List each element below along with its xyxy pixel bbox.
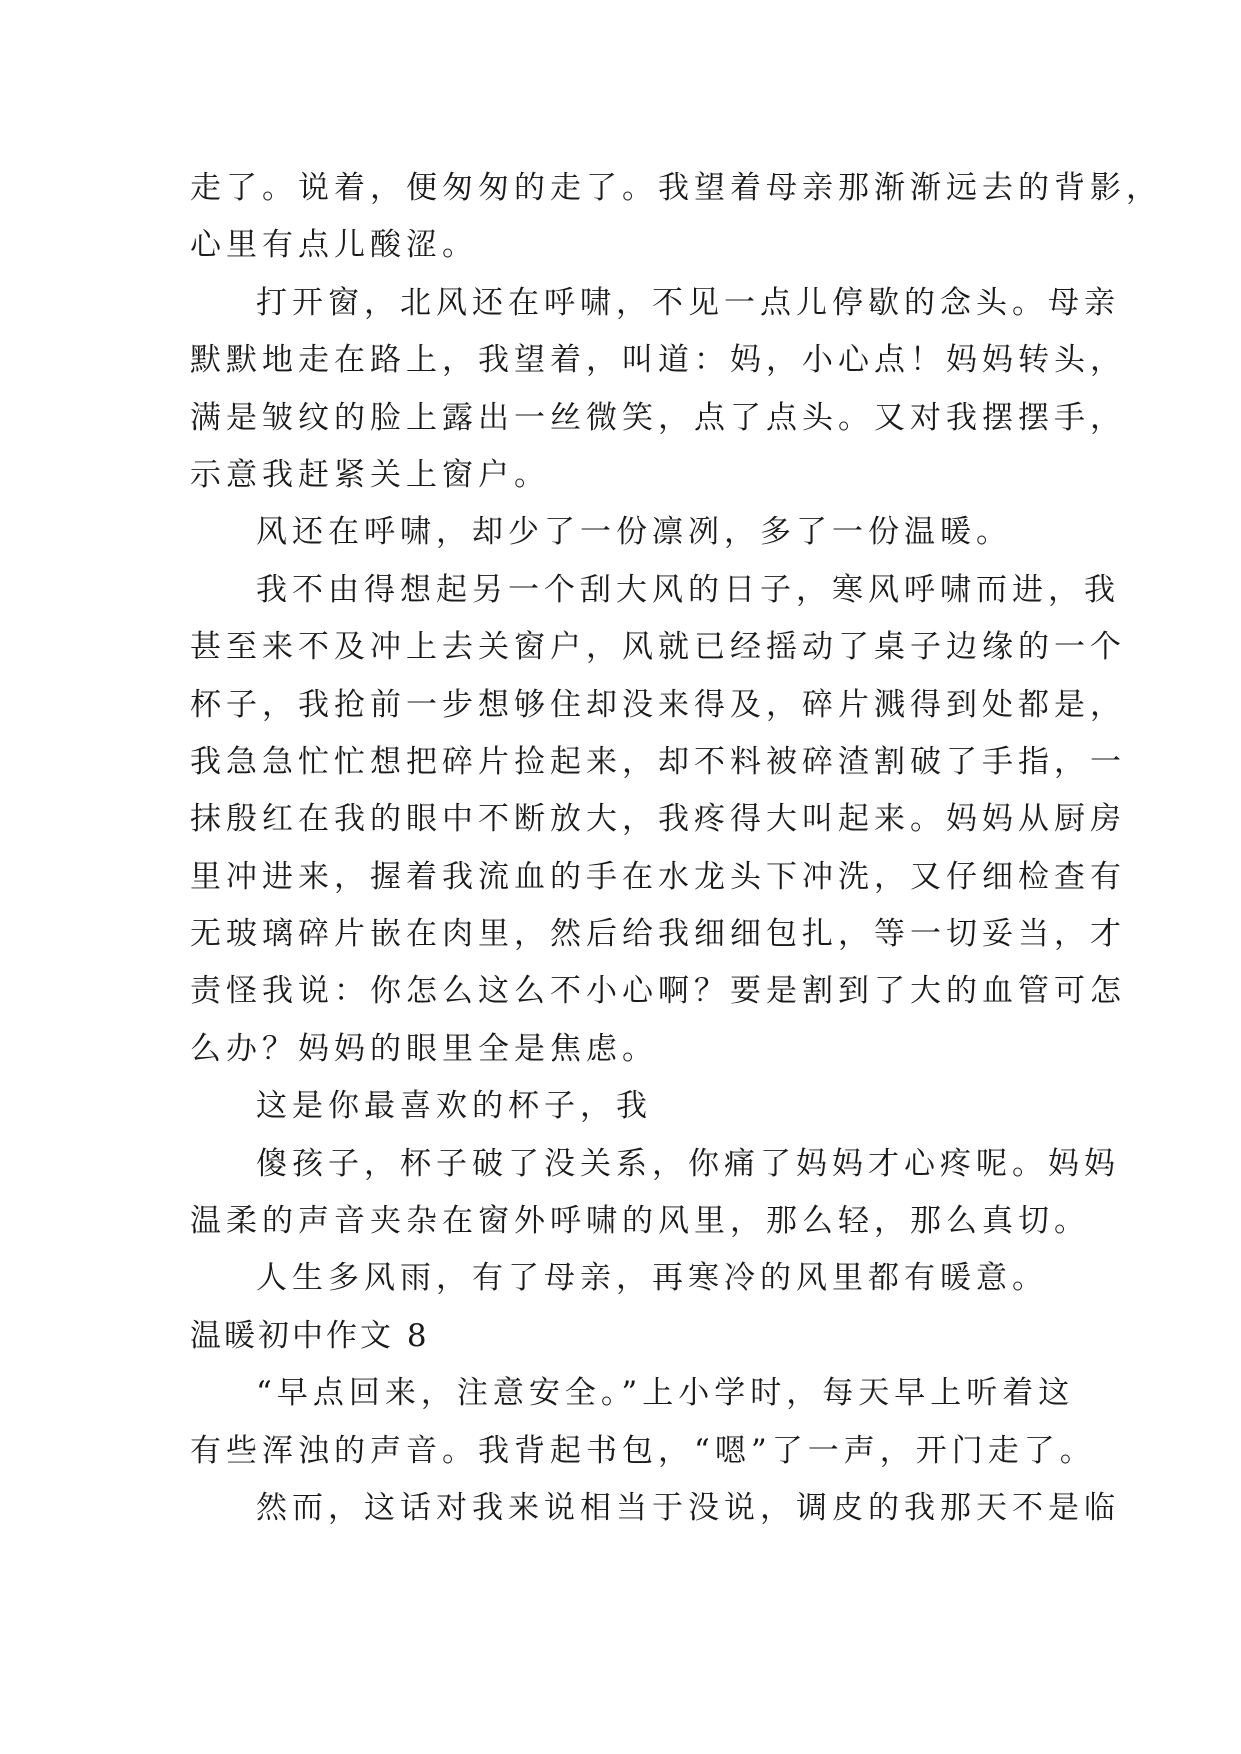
text-line: 么办？妈妈的眼里全是焦虑。 [190, 1030, 658, 1067]
text-line: 我不由得想起另一个刮大风的日子，寒风呼啸而进，我 [256, 571, 1120, 608]
text-line: 抹殷红在我的眼中不断放大，我疼得大叫起来。妈妈从厨房 [190, 801, 1126, 838]
text-line: 默默地走在路上，我望着，叫道：妈，小心点！妈妈转头， [190, 342, 1126, 379]
text-line: 心里有点儿酸涩。 [190, 227, 478, 264]
section-heading: 温暖初中作文 8 [190, 1317, 430, 1354]
text-line: 示意我赶紧关上窗户。 [190, 456, 550, 493]
text-line: “早点回来，注意安全。”上小学时，每天早上听着这 [256, 1375, 1075, 1412]
text-line: 无玻璃碎片嵌在肉里，然后给我细细包扎，等一切妥当，才 [190, 916, 1126, 953]
text-line: 走了。说着，便匆匆的走了。我望着母亲那渐渐远去的背影， [190, 170, 1162, 206]
text-line: 风还在呼啸，却少了一份凛冽，多了一份温暖。 [256, 514, 1012, 551]
document-page [190, 160, 1162, 1537]
text-line: 然而，这话对我来说相当于没说，调皮的我那天不是临 [256, 1489, 1120, 1526]
text-line: 甚至来不及冲上去关窗户，风就已经摇动了桌子边缘的一个 [190, 629, 1126, 666]
text-line: 杯子，我抢前一步想够住却没来得及，碎片溅得到处都是， [190, 686, 1126, 723]
text-line: 打开窗，北风还在呼啸，不见一点儿停歇的念头。母亲 [256, 284, 1120, 321]
text-line: 里冲进来，握着我流血的手在水龙头下冲洗，又仔细检查有 [190, 858, 1126, 895]
text-line: 有些浑浊的声音。我背起书包，“嗯”了一声，开门走了。 [190, 1432, 1096, 1469]
text-line: 温柔的声音夹杂在窗外呼啸的风里，那么轻，那么真切。 [190, 1203, 1090, 1240]
text-line: 我急急忙忙想把碎片捡起来，却不料被碎渣割破了手指，一 [190, 743, 1126, 780]
text-line: 责怪我说：你怎么这么不小心啊？要是割到了大的血管可怎 [190, 973, 1126, 1010]
text-line: 傻孩子，杯子破了没关系，你痛了妈妈才心疼呢。妈妈 [256, 1145, 1120, 1182]
text-line: 人生多风雨，有了母亲，再寒冷的风里都有暖意。 [256, 1260, 1048, 1297]
text-line: 这是你最喜欢的杯子，我 [256, 1088, 652, 1125]
text-line: 满是皱纹的脸上露出一丝微笑，点了点头。又对我摆摆手， [190, 399, 1126, 436]
